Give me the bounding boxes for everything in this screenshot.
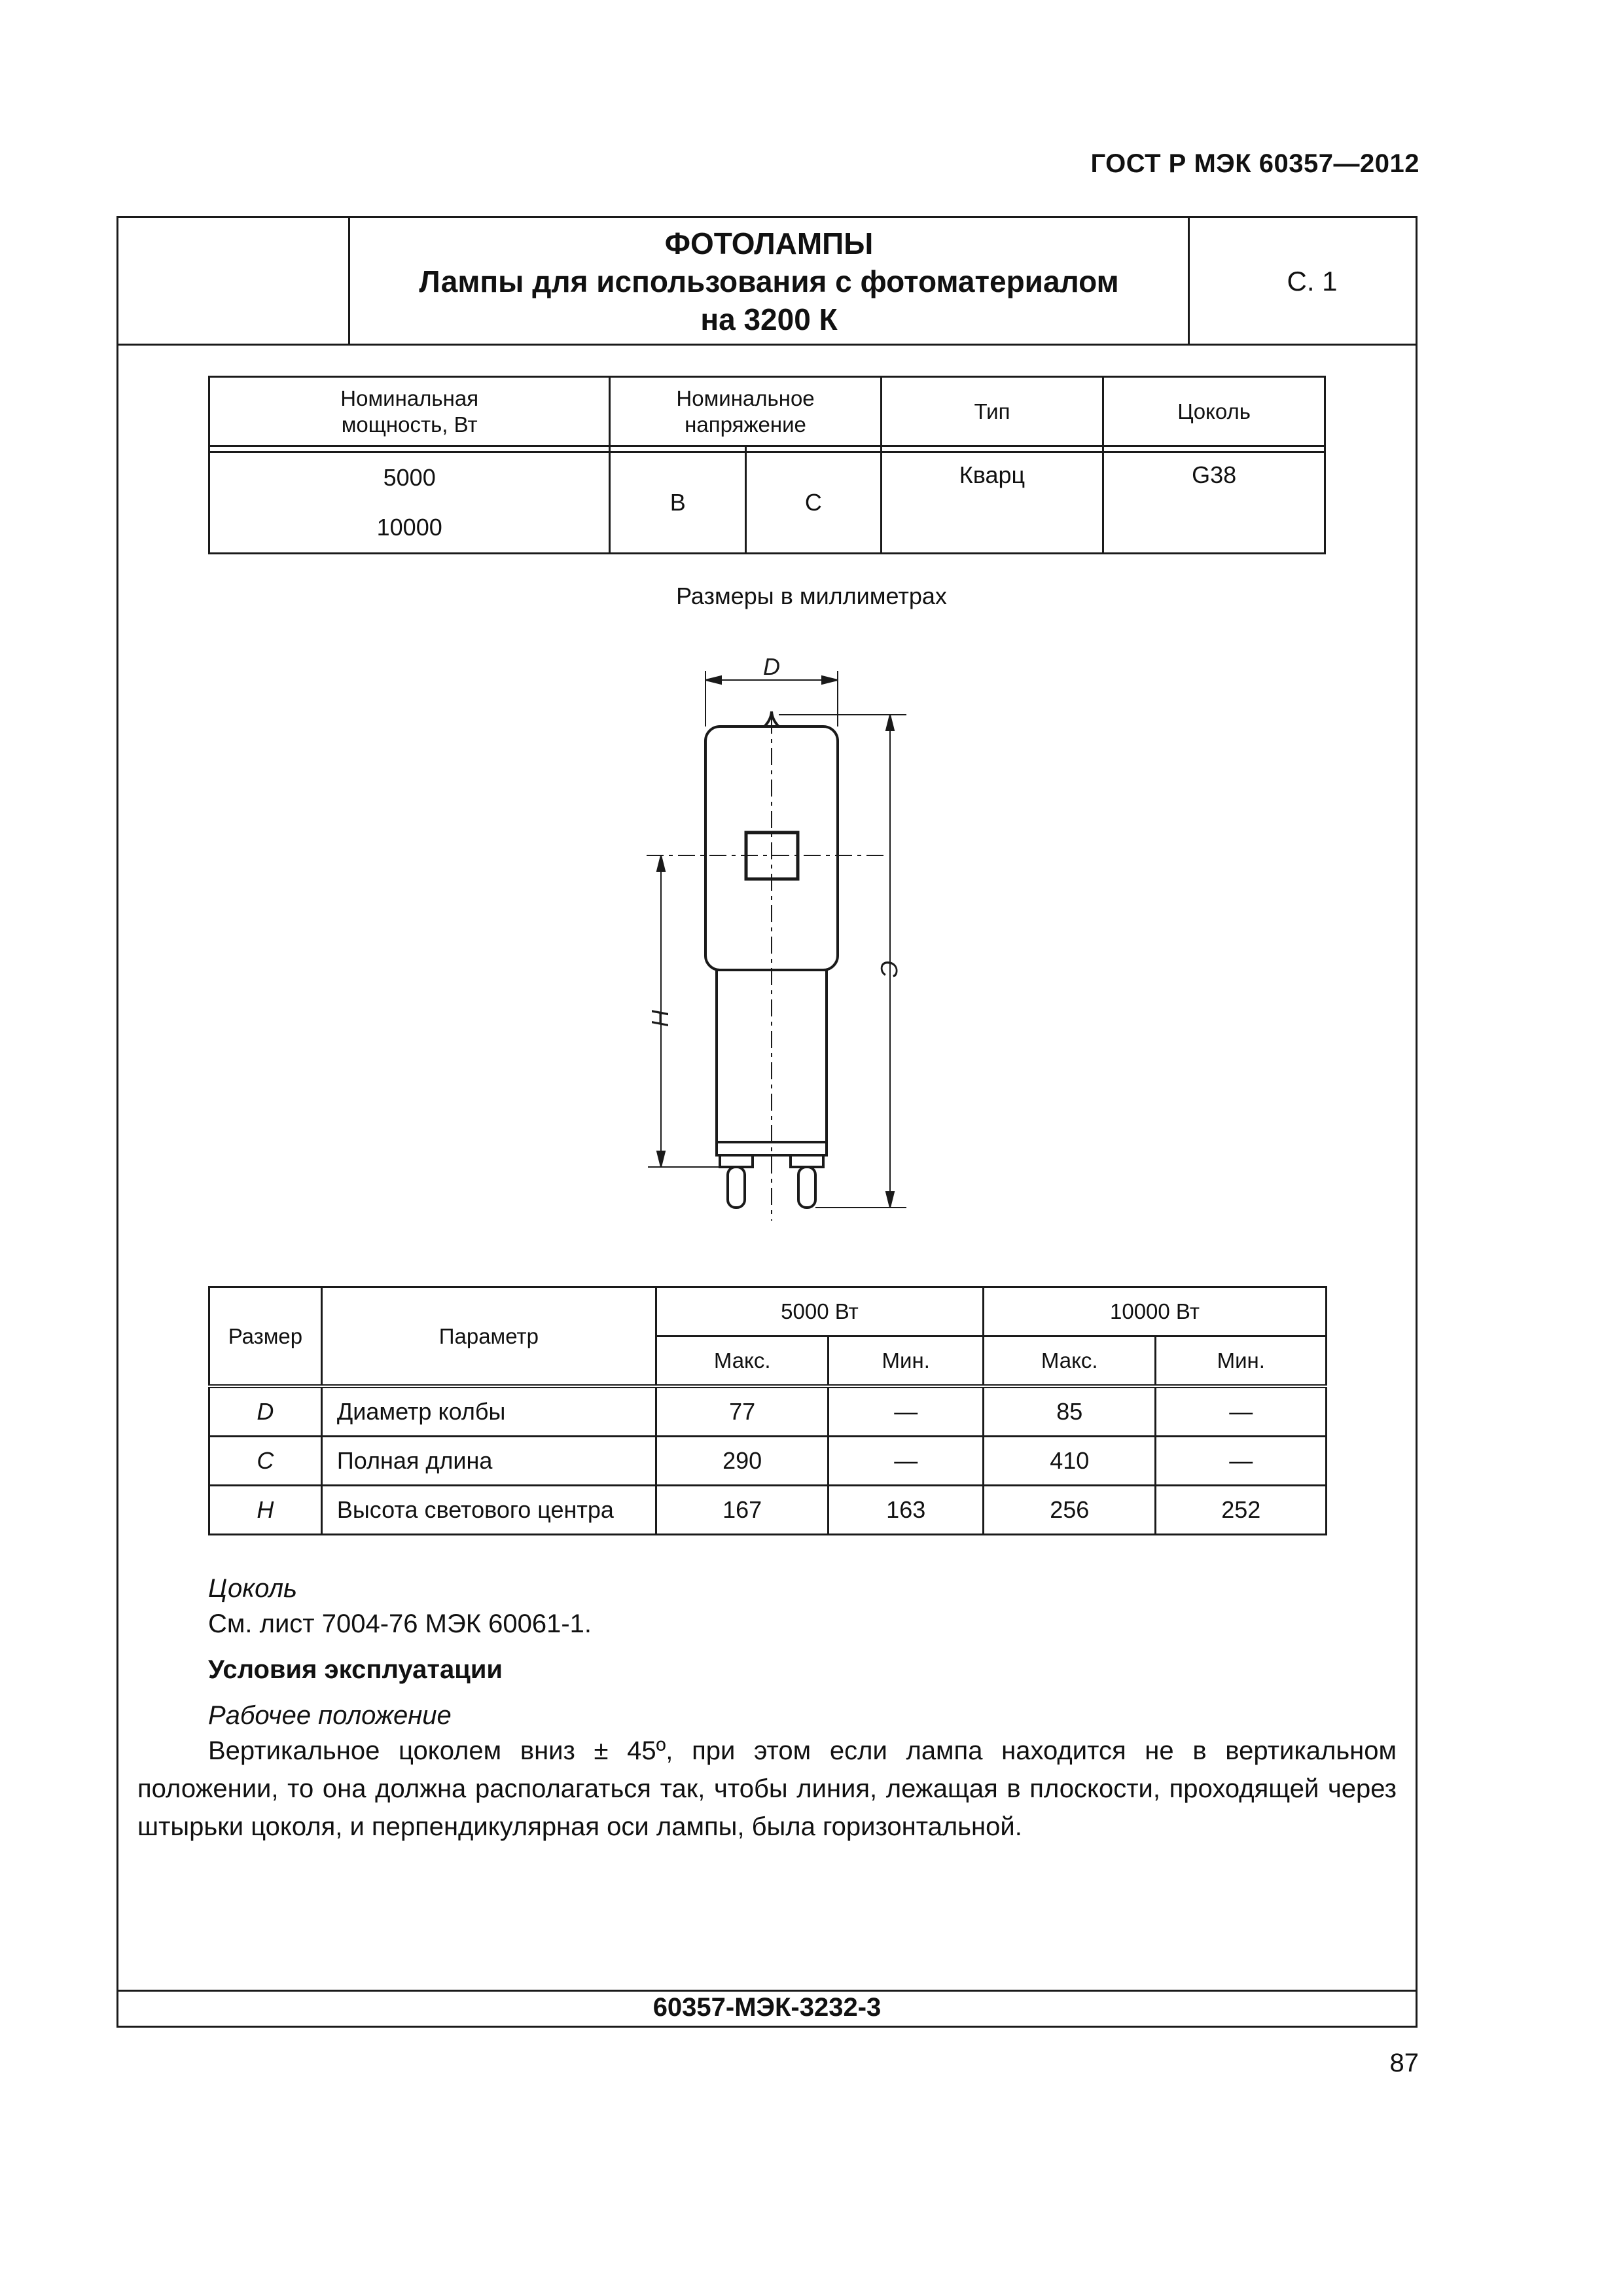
row-value: 252	[1156, 1486, 1327, 1535]
row-value: 290	[656, 1437, 829, 1486]
title-line-3: на 3200 К	[700, 302, 838, 336]
row-value: —	[1156, 1386, 1327, 1437]
col-max: Макс.	[983, 1336, 1156, 1387]
row-value: 163	[829, 1486, 984, 1535]
group-10000w: 10000 Вт	[983, 1287, 1326, 1336]
lamp-drawing	[576, 651, 969, 1253]
standard-code: ГОСТ Р МЭК 60357—2012	[1090, 149, 1419, 178]
row-value: 167	[656, 1486, 829, 1535]
col-min: Мин.	[829, 1336, 984, 1387]
header-base: Цоколь	[1103, 377, 1325, 446]
dimensions-note: Размеры в миллиметрах	[676, 583, 947, 609]
row-value: 77	[656, 1386, 829, 1437]
row-value: 85	[983, 1386, 1156, 1437]
group-5000w: 5000 Вт	[656, 1287, 983, 1336]
row-param: Полная длина	[321, 1437, 656, 1486]
row-size: C	[209, 1437, 322, 1486]
sheet-number: С. 1	[1287, 266, 1338, 296]
header-type: Тип	[881, 377, 1103, 446]
title-bottom-rule	[116, 344, 1418, 346]
col-size: Размер	[209, 1287, 322, 1387]
title-block	[350, 219, 1188, 344]
power-value: 10000	[376, 514, 442, 541]
page-number: 87	[1389, 2049, 1419, 2077]
row-value: —	[829, 1386, 984, 1437]
row-value: —	[829, 1437, 984, 1486]
lamp-pin-right	[798, 1167, 815, 1208]
col-max: Макс.	[656, 1336, 829, 1387]
dimension-label-h: H	[647, 1009, 673, 1026]
title-line-1: ФОТОЛАМПЫ	[664, 226, 874, 260]
header-power: Номинальная мощность, Вт	[209, 377, 610, 446]
dimensions-table	[208, 1286, 1327, 1535]
power-values-cell	[209, 452, 610, 554]
table-row	[209, 1437, 1327, 1486]
table-row	[209, 1386, 1327, 1437]
lamp-pin-holder-left	[720, 1155, 753, 1167]
position-text: Вертикальное цоколем вниз ± 45º, при этом если лампа находится не в вертикальном положении, то она должна располагаться так, чтобы линия, лежащая в плоскости, проходящей через штырьки цоколя, и перпендикулярная оси лампы, была горизонтальной.	[137, 1736, 1397, 1841]
base-heading: Цоколь	[208, 1574, 298, 1603]
lamp-pin-holder-right	[791, 1155, 823, 1167]
dimension-label-d: D	[763, 653, 780, 680]
dimension-label-c: C	[876, 960, 902, 977]
position-heading: Рабочее положение	[208, 1701, 452, 1730]
conditions-heading: Условия эксплуатации	[208, 1655, 503, 1684]
col-min: Мин.	[1156, 1336, 1327, 1387]
row-value: 410	[983, 1437, 1156, 1486]
row-param: Высота светового центра	[321, 1486, 656, 1535]
base-reference: См. лист 7004-76 МЭК 60061-1.	[208, 1609, 592, 1638]
title-line-2: Лампы для использования с фотоматериалом	[419, 264, 1119, 298]
spec-table	[208, 376, 1326, 554]
sheet-code: 60357-МЭК-3232-3	[652, 1993, 882, 2022]
header-voltage: Номинальное напряжение	[610, 377, 881, 446]
table-row	[209, 1486, 1327, 1535]
power-value: 5000	[383, 464, 436, 491]
row-size: H	[209, 1486, 322, 1535]
voltage-b: B	[610, 452, 746, 554]
row-param: Диаметр колбы	[321, 1386, 656, 1437]
footer-rule	[116, 1990, 1418, 1992]
title-divider-right	[1188, 216, 1190, 346]
row-value: —	[1156, 1437, 1327, 1486]
voltage-c: C	[746, 452, 882, 554]
lamp-base: G38	[1103, 452, 1325, 554]
lamp-type: Кварц	[881, 452, 1103, 554]
col-parameter: Параметр	[321, 1287, 656, 1387]
row-value: 256	[983, 1486, 1156, 1535]
lamp-pin-left	[728, 1167, 745, 1208]
row-size: D	[209, 1386, 322, 1437]
